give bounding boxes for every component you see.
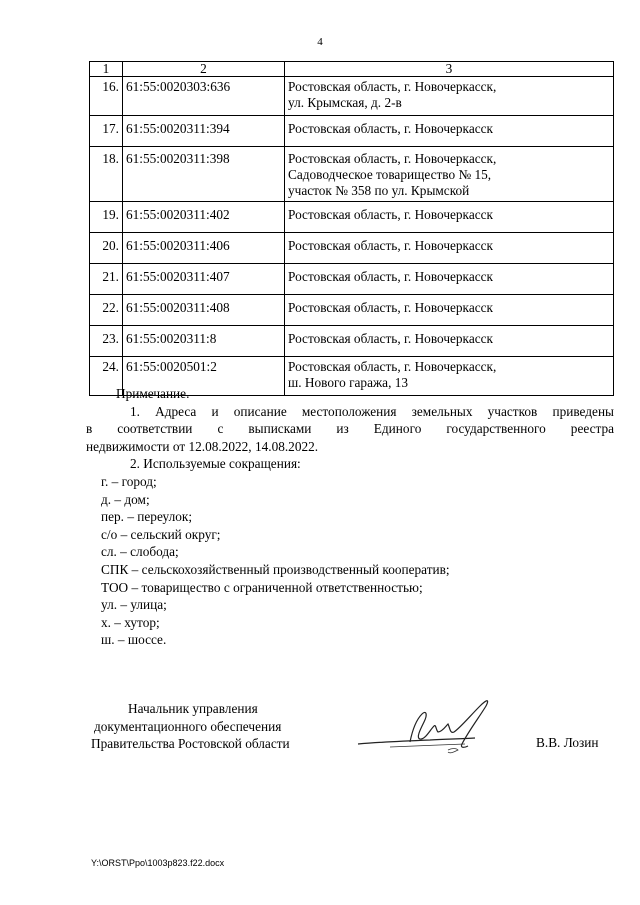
note-1-line-1: 1. Адреса и описание местоположения земельных участков приведены [130, 403, 614, 419]
signatory-title-line-2: документационного обеспечения [94, 718, 282, 734]
row-number: 23. [90, 326, 123, 357]
table-row [90, 116, 614, 147]
cadastral-number: 61:55:0020311:408 [123, 295, 285, 326]
abbreviation-item: пер. – переулок; [101, 509, 193, 525]
cadastral-number: 61:55:0020501:2 [123, 357, 285, 396]
address-cell [285, 233, 614, 264]
signature-block [91, 700, 290, 753]
notes-section [86, 385, 614, 649]
row-number: 17. [90, 116, 123, 147]
signatory-title-line-1: Начальник управления [128, 701, 258, 716]
cadastral-number: 61:55:0020311:407 [123, 264, 285, 295]
parcels-table [89, 61, 614, 396]
signatory-title-line-3: Правительства Ростовской области [91, 736, 290, 751]
table-row [90, 147, 614, 202]
abbreviation-item: с/о – сельский округ; [101, 526, 221, 542]
address-cell [285, 202, 614, 233]
abbreviation-item: СПК – сельскохозяйственный производственный кооператив; [101, 561, 450, 577]
address-line: Ростовская область, г. Новочеркасск, [288, 79, 497, 94]
address-line: Ростовская область, г. Новочеркасск [288, 269, 493, 284]
address-line: Ростовская область, г. Новочеркасск [288, 300, 493, 315]
row-number: 21. [90, 264, 123, 295]
address-line: Ростовская область, г. Новочеркасск [288, 207, 493, 222]
abbreviation-list [101, 473, 614, 649]
note-1-line-2: в соответствии с выписками из Единого государственного реестра [86, 421, 614, 437]
address-line: Ростовская область, г. Новочеркасск [288, 331, 493, 346]
abbreviation-item: ш. – шоссе. [101, 632, 167, 648]
address-line: Ростовская область, г. Новочеркасск [288, 121, 493, 136]
row-number: 19. [90, 202, 123, 233]
address-line: участок № 358 по ул. Крымской [288, 183, 470, 198]
page-number: 4 [317, 36, 323, 48]
abbreviation-item: х. – хутор; [101, 614, 160, 630]
table-row [90, 295, 614, 326]
notes-heading: Примечание. [116, 386, 190, 401]
address-cell [285, 295, 614, 326]
address-cell [285, 77, 614, 116]
signer-name: В.В. Лозин [536, 735, 599, 750]
cadastral-number: 61:55:0020311:406 [123, 233, 285, 264]
address-cell [285, 264, 614, 295]
note-1-line-3: недвижимости от 12.08.2022, 14.08.2022. [86, 438, 319, 454]
cadastral-number: 61:55:0020303:636 [123, 77, 285, 116]
row-number: 20. [90, 233, 123, 264]
abbreviation-item: ТОО – товарищество с ограниченной ответственностью; [101, 579, 423, 595]
cadastral-number: 61:55:0020311:394 [123, 116, 285, 147]
header-col-3: 3 [285, 62, 614, 77]
row-number: 16. [90, 77, 123, 116]
abbreviation-item: г. – город; [101, 473, 157, 489]
table-row [90, 264, 614, 295]
abbreviation-item: д. – дом; [101, 491, 150, 507]
address-line: Садоводческое товарищество № 15, [288, 167, 492, 182]
abbreviation-item: сл. – слобода; [101, 544, 179, 560]
row-number: 18. [90, 147, 123, 202]
table-row [90, 77, 614, 116]
header-col-1: 1 [90, 62, 123, 77]
handwritten-signature [350, 692, 500, 762]
header-col-2: 2 [123, 62, 285, 77]
file-path-footer: Y:\ORST\Ppo\1003p823.f22.docx [91, 858, 225, 868]
address-cell [285, 147, 614, 202]
table-row [90, 202, 614, 233]
table-row [90, 326, 614, 357]
address-line: ш. Нового гаража, 13 [288, 375, 409, 390]
row-number: 22. [90, 295, 123, 326]
address-cell [285, 116, 614, 147]
address-line: Ростовская область, г. Новочеркасск, [288, 359, 497, 374]
note-2-heading: 2. Используемые сокращения: [130, 456, 301, 472]
abbreviation-item: ул. – улица; [101, 597, 167, 613]
table-row [90, 233, 614, 264]
address-line: ул. Крымская, д. 2-в [288, 95, 402, 110]
cadastral-number: 61:55:0020311:8 [123, 326, 285, 357]
address-line: Ростовская область, г. Новочеркасск [288, 238, 493, 253]
address-line: Ростовская область, г. Новочеркасск, [288, 151, 497, 166]
table-header-row [90, 62, 614, 77]
cadastral-number: 61:55:0020311:398 [123, 147, 285, 202]
row-number: 24. [90, 357, 123, 396]
address-cell [285, 326, 614, 357]
cadastral-number: 61:55:0020311:402 [123, 202, 285, 233]
